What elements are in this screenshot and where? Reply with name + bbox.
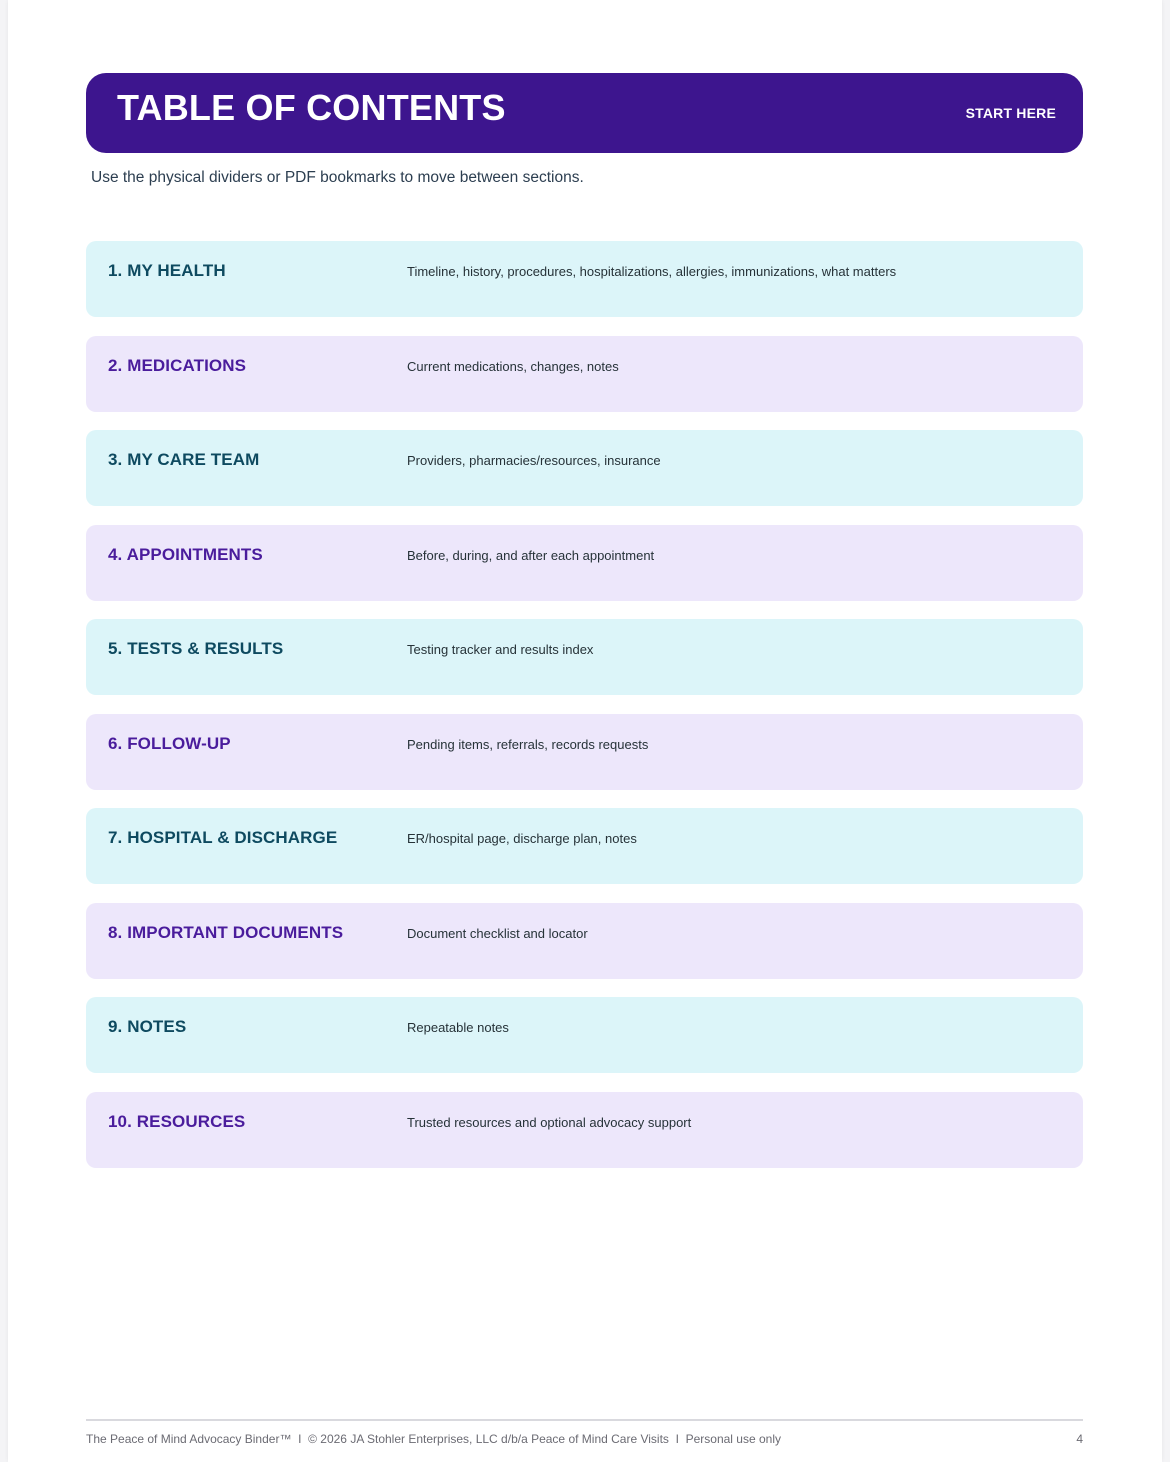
toc-section-title: 10. RESOURCES [108,1111,246,1131]
toc-row-notes[interactable] [86,997,1083,1073]
toc-section-description: Repeatable notes [407,1020,509,1035]
toc-section-title: 4. APPOINTMENTS [108,544,263,564]
header-banner [86,73,1083,153]
toc-section-title: 3. MY CARE TEAM [108,450,260,469]
toc-row-my-care-team[interactable] [86,430,1083,506]
toc-section-title: 5. TESTS & RESULTS [108,639,284,658]
toc-section-description: Current medications, changes, notes [407,358,619,374]
toc-section-title: 7. HOSPITAL & DISCHARGE [108,828,338,847]
toc-section-title: 9. NOTES [108,1017,187,1036]
toc-section-description: Trusted resources and optional advocacy support [407,1114,692,1130]
toc-row-follow-up[interactable] [86,714,1083,790]
toc-row-medications[interactable] [86,336,1083,412]
toc-row-hospital-discharge[interactable] [86,808,1083,884]
toc-row-tests-results[interactable] [86,619,1083,695]
toc-section-title: 1. MY HEALTH [108,261,226,280]
footer-text: The Peace of Mind Advocacy Binder™ I © 2026 JA Stohler Enterprises, LLC d/b/a Peace of Mind Care Visits I Personal use only [86,1432,781,1446]
toc-section-description: Timeline, history, procedures, hospitalizations, allergies, immunizations, what matters [407,264,897,279]
start-here-label: START HERE [965,105,1056,121]
toc-row-my-health[interactable] [86,241,1083,317]
document-page [8,0,1162,1462]
toc-section-title: 8. IMPORTANT DOCUMENTS [108,922,344,942]
toc-section-description: Pending items, referrals, records requests [407,736,649,752]
toc-section-description: ER/hospital page, discharge plan, notes [407,831,637,846]
toc-section-description: Testing tracker and results index [407,642,594,657]
footer-divider [86,1419,1083,1421]
toc-row-resources[interactable] [86,1092,1083,1168]
toc-row-important-documents[interactable] [86,903,1083,979]
toc-section-title: 2. MEDICATIONS [108,355,247,375]
toc-list [86,241,1083,1186]
toc-section-description: Providers, pharmacies/resources, insurance [407,453,661,468]
page-number: 4 [1076,1432,1083,1446]
toc-section-description: Document checklist and locator [407,925,588,941]
page-title: TABLE OF CONTENTS [117,87,506,128]
page-subtitle: Use the physical dividers or PDF bookmarks to move between sections. [91,169,584,186]
toc-section-title: 6. FOLLOW-UP [108,733,231,753]
toc-row-appointments[interactable] [86,525,1083,601]
toc-section-description: Before, during, and after each appointment [407,547,655,563]
